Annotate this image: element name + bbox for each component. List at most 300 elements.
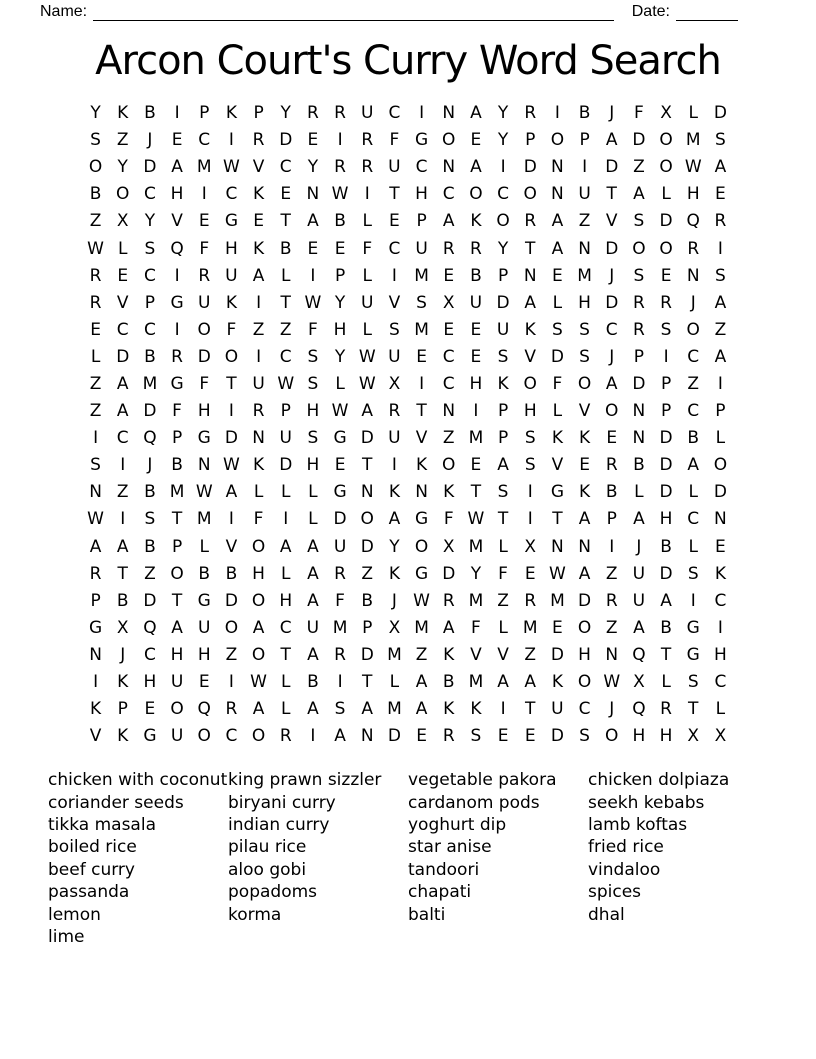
grid-letter: N	[306, 184, 320, 205]
grid-letter: D	[578, 590, 592, 611]
grid-letter: R	[252, 401, 265, 422]
word-list-item: tandoori	[408, 859, 480, 880]
grid-letter: K	[443, 644, 455, 665]
grid-letter: F	[226, 319, 237, 340]
grid-letter: A	[524, 672, 537, 693]
grid-letter: T	[525, 699, 536, 720]
grid-letter: A	[307, 563, 319, 584]
grid-letter: B	[144, 482, 156, 503]
grid-letter: J	[690, 292, 696, 313]
grid-letter: R	[334, 103, 346, 124]
grid-letter: E	[253, 211, 264, 232]
grid-letter: U	[198, 617, 211, 638]
grid-letter: R	[470, 238, 482, 259]
grid-letter: K	[415, 455, 428, 476]
grid-letter: F	[498, 563, 508, 584]
grid-letter: L	[688, 482, 698, 503]
grid-letter: M	[577, 265, 592, 286]
grid-letter: D	[550, 644, 564, 665]
grid-letter: U	[279, 428, 292, 449]
grid-letter: Q	[632, 699, 646, 720]
grid-letter: U	[361, 103, 374, 124]
grid-letter: X	[660, 103, 672, 124]
grid-letter: F	[199, 238, 210, 259]
grid-letter: B	[89, 184, 102, 205]
grid-letter: I	[554, 103, 560, 124]
grid-letter: I	[419, 373, 425, 394]
grid-letter: I	[256, 346, 262, 367]
grid-letter: D	[279, 130, 293, 151]
grid-letter: P	[144, 292, 156, 313]
grid-letter: K	[252, 455, 265, 476]
grid-letter: S	[715, 265, 726, 286]
grid-letter: Y	[334, 346, 346, 367]
grid-letter: D	[224, 590, 238, 611]
grid-letter: N	[686, 265, 700, 286]
grid-letter: K	[225, 292, 237, 313]
grid-letter: W	[684, 157, 702, 178]
word-list-item: vegetable pakora	[408, 770, 557, 791]
grid-letter: D	[360, 428, 374, 449]
grid-letter: K	[117, 672, 129, 693]
grid-letter: V	[388, 292, 401, 313]
grid-letter: W	[331, 401, 349, 422]
grid-letter: A	[252, 617, 265, 638]
grid-letter: D	[197, 346, 211, 367]
grid-letter: I	[120, 509, 126, 530]
grid-letter: H	[578, 292, 591, 313]
grid-letter: L	[281, 482, 291, 503]
grid-letter: K	[252, 184, 265, 205]
grid-letter: I	[228, 130, 234, 151]
grid-letter: C	[714, 672, 727, 693]
grid-letter: U	[225, 265, 238, 286]
grid-letter: R	[334, 563, 346, 584]
grid-letter: D	[713, 103, 727, 124]
word-list-item: balti	[408, 904, 446, 925]
grid-letter: B	[144, 536, 156, 557]
word-list-item: lemon	[48, 904, 101, 925]
grid-letter: H	[686, 184, 700, 205]
grid-letter: E	[470, 455, 482, 476]
word-list-item: pilau rice	[228, 837, 307, 858]
grid-letter: N	[415, 482, 428, 503]
grid-letter: K	[443, 482, 455, 503]
page-title: Arcon Court's Curry Word Search	[95, 38, 721, 84]
grid-letter: Z	[714, 319, 727, 340]
grid-letter: U	[198, 292, 211, 313]
grid-letter: Z	[524, 644, 537, 665]
grid-letter: Q	[686, 211, 700, 232]
grid-letter: B	[144, 346, 156, 367]
grid-letter: A	[415, 699, 428, 720]
grid-letter: M	[468, 536, 484, 557]
word-list-item: vindaloo	[588, 859, 661, 880]
grid-letter: I	[582, 157, 588, 178]
grid-letter: S	[144, 238, 156, 259]
grid-letter: I	[93, 428, 99, 449]
grid-letter: A	[116, 536, 129, 557]
grid-letter: L	[118, 238, 128, 259]
grid-letter: A	[605, 130, 618, 151]
grid-letter: Z	[116, 130, 129, 151]
grid-letter: Y	[307, 157, 319, 178]
grid-letter: O	[224, 617, 239, 638]
grid-letter: J	[636, 536, 642, 557]
grid-letter: Z	[116, 482, 129, 503]
grid-letter: S	[633, 211, 645, 232]
grid-letter: N	[252, 428, 265, 449]
grid-letter: Y	[144, 211, 156, 232]
grid-letter: T	[226, 373, 237, 394]
grid-letter: A	[116, 401, 129, 422]
grid-letter: S	[334, 699, 346, 720]
word-list-item: dhal	[588, 904, 625, 925]
grid-letter: G	[550, 482, 564, 503]
grid-letter: P	[334, 265, 346, 286]
word-list-item: lime	[48, 927, 85, 948]
grid-letter: D	[550, 346, 564, 367]
grid-letter: G	[686, 644, 700, 665]
word-list-item: yoghurt dip	[408, 815, 507, 836]
grid-letter: A	[307, 536, 319, 557]
grid-letter: T	[171, 509, 183, 530]
grid-letter: D	[632, 130, 646, 151]
grid-letter: P	[416, 211, 427, 232]
grid-letter: K	[714, 563, 726, 584]
grid-letter: O	[577, 373, 592, 394]
grid-letter: B	[578, 103, 591, 124]
grid-letter: E	[198, 672, 210, 693]
grid-letter: Z	[89, 373, 102, 394]
grid-letter: R	[442, 238, 455, 259]
grid-letter: I	[228, 401, 234, 422]
grid-letter: G	[414, 563, 429, 584]
grid-letter: T	[525, 238, 536, 259]
grid-letter: U	[496, 319, 510, 340]
grid-letter: E	[660, 265, 672, 286]
grid-letter: C	[116, 319, 129, 340]
grid-letter: E	[470, 130, 482, 151]
grid-letter: I	[527, 509, 533, 530]
grid-letter: U	[632, 590, 646, 611]
word-list-item: star anise	[408, 837, 492, 858]
grid-letter: A	[334, 726, 346, 747]
grid-letter: R	[171, 346, 183, 367]
grid-letter: D	[659, 455, 673, 476]
grid-letter: I	[337, 130, 343, 151]
grid-letter: R	[605, 455, 618, 476]
grid-letter: D	[496, 292, 510, 313]
grid-letter: D	[442, 563, 456, 584]
grid-letter: E	[144, 699, 156, 720]
word-list-item: coriander seeds	[48, 792, 184, 813]
grid-letter: N	[551, 157, 564, 178]
grid-letter: O	[414, 536, 429, 557]
grid-letter: N	[523, 265, 537, 286]
grid-letter: J	[609, 346, 615, 367]
grid-letter: H	[333, 319, 347, 340]
grid-letter: P	[171, 536, 183, 557]
grid-letter: M	[196, 509, 212, 530]
grid-letter: C	[388, 238, 401, 259]
grid-letter: U	[469, 292, 483, 313]
grid-letter: E	[443, 265, 455, 286]
grid-letter: L	[362, 319, 372, 340]
word-list-item: cardanom pods	[408, 792, 540, 813]
grid-letter: I	[609, 536, 615, 557]
grid-letter: G	[414, 130, 429, 151]
grid-letter: O	[659, 157, 673, 178]
grid-letter: X	[442, 292, 455, 313]
grid-letter: C	[497, 184, 509, 205]
grid-letter: D	[279, 455, 293, 476]
grid-letter: C	[225, 726, 238, 747]
grid-letter: M	[550, 590, 565, 611]
grid-letter: O	[577, 617, 592, 638]
grid-letter: J	[147, 130, 153, 151]
grid-letter: P	[199, 103, 210, 124]
grid-letter: I	[228, 509, 234, 530]
grid-letter: D	[659, 211, 673, 232]
word-list-item: biryani curry	[228, 792, 336, 813]
grid-letter: A	[714, 346, 727, 367]
grid-letter: R	[687, 238, 700, 259]
grid-letter: S	[633, 265, 645, 286]
grid-letter: Z	[633, 157, 645, 178]
grid-letter: H	[279, 590, 293, 611]
grid-letter: A	[307, 211, 319, 232]
grid-letter: R	[307, 103, 319, 124]
grid-letter: E	[524, 726, 536, 747]
grid-letter: F	[552, 373, 563, 394]
grid-letter: I	[174, 103, 180, 124]
grid-letter: A	[89, 536, 102, 557]
grid-letter: A	[714, 157, 727, 178]
grid-letter: G	[143, 726, 157, 747]
grid-letter: M	[468, 590, 484, 611]
grid-letter: B	[334, 211, 346, 232]
grid-letter: E	[524, 563, 536, 584]
grid-letter: O	[251, 536, 266, 557]
grid-letter: T	[660, 644, 672, 665]
grid-letter: R	[442, 726, 455, 747]
grid-letter: Z	[415, 644, 428, 665]
grid-letter: C	[279, 346, 292, 367]
grid-letter: A	[252, 699, 265, 720]
grid-letter: L	[308, 482, 318, 503]
grid-letter: D	[605, 292, 619, 313]
grid-letter: I	[174, 265, 180, 286]
grid-letter: D	[143, 590, 157, 611]
grid-letter: L	[498, 536, 508, 557]
grid-letter: O	[197, 726, 211, 747]
grid-letter: L	[552, 292, 563, 313]
name-label: Name:	[40, 3, 88, 20]
grid-letter: A	[171, 157, 183, 178]
grid-letter: U	[388, 346, 401, 367]
grid-letter: Q	[632, 644, 646, 665]
grid-letter: K	[524, 319, 536, 340]
grid-letter: W	[467, 509, 485, 530]
word-list-item: boiled rice	[48, 837, 137, 858]
grid-letter: T	[389, 184, 400, 205]
grid-letter: H	[197, 401, 211, 422]
grid-letter: I	[391, 265, 397, 286]
grid-letter: O	[88, 157, 103, 178]
grid-letter: O	[659, 130, 673, 151]
grid-letter: D	[360, 644, 374, 665]
grid-letter: S	[715, 130, 726, 151]
grid-letter: V	[415, 428, 428, 449]
grid-letter: M	[387, 699, 402, 720]
grid-letter: A	[551, 211, 564, 232]
grid-letter: K	[470, 211, 482, 232]
grid-letter: F	[389, 130, 400, 151]
grid-letter: I	[93, 672, 99, 693]
grid-letter: D	[550, 726, 564, 747]
grid-letter: P	[253, 103, 264, 124]
grid-letter: K	[388, 482, 400, 503]
grid-letter: W	[250, 672, 267, 693]
grid-letter: K	[117, 103, 129, 124]
grid-letter: Y	[470, 563, 482, 584]
grid-letter: L	[253, 482, 264, 503]
grid-letter: Z	[225, 644, 238, 665]
grid-letter: C	[143, 184, 156, 205]
grid-letter: R	[524, 590, 537, 611]
grid-letter: U	[170, 726, 184, 747]
grid-letter: X	[633, 672, 645, 693]
grid-letter: D	[143, 401, 157, 422]
grid-letter: R	[524, 211, 537, 232]
grid-letter: H	[143, 672, 157, 693]
grid-letter: N	[442, 401, 456, 422]
grid-letter: S	[524, 428, 536, 449]
grid-letter: A	[279, 536, 292, 557]
grid-letter: F	[362, 238, 373, 259]
grid-letter: A	[714, 292, 727, 313]
grid-letter: W	[277, 373, 295, 394]
grid-letter: S	[579, 319, 590, 340]
grid-letter: A	[171, 617, 183, 638]
grid-letter: T	[552, 509, 563, 530]
grid-letter: Z	[361, 563, 374, 584]
grid-letter: B	[144, 103, 156, 124]
word-list-item: chicken dolpiaza	[588, 770, 730, 791]
grid-letter: Y	[497, 238, 509, 259]
grid-letter: P	[280, 401, 291, 422]
grid-letter: I	[473, 401, 479, 422]
date-label: Date:	[631, 3, 670, 20]
grid-letter: X	[388, 373, 401, 394]
grid-letter: C	[442, 346, 455, 367]
grid-letter: O	[251, 644, 266, 665]
grid-letter: O	[686, 319, 700, 340]
grid-letter: K	[470, 699, 482, 720]
grid-letter: L	[308, 509, 318, 530]
grid-letter: J	[609, 265, 615, 286]
grid-letter: V	[252, 157, 265, 178]
grid-letter: N	[578, 536, 591, 557]
grid-letter: U	[415, 238, 428, 259]
word-list-column	[588, 769, 768, 948]
grid-letter: T	[171, 590, 183, 611]
grid-letter: I	[391, 455, 397, 476]
word-list	[48, 769, 816, 948]
grid-letter: X	[524, 536, 537, 557]
grid-letter: I	[174, 319, 180, 340]
grid-letter: E	[334, 455, 346, 476]
grid-letter: A	[361, 401, 374, 422]
grid-letter: Z	[605, 617, 618, 638]
grid-letter: I	[717, 238, 723, 259]
grid-letter: H	[170, 184, 184, 205]
grid-letter: F	[335, 590, 345, 611]
grid-letter: O	[605, 401, 619, 422]
grid-letter: C	[279, 157, 292, 178]
grid-letter: B	[361, 590, 374, 611]
word-list-item: korma	[228, 904, 282, 925]
grid-letter: N	[578, 238, 591, 259]
grid-letter: O	[523, 184, 537, 205]
grid-letter: C	[143, 319, 156, 340]
grid-letter: S	[552, 319, 563, 340]
grid-letter: X	[714, 726, 727, 747]
grid-letter: G	[333, 428, 347, 449]
grid-letter: A	[470, 103, 482, 124]
grid-letter: G	[333, 482, 347, 503]
grid-letter: C	[687, 509, 700, 530]
grid-letter: O	[170, 563, 184, 584]
grid-letter: Z	[89, 211, 102, 232]
grid-letter: B	[442, 672, 455, 693]
grid-letter: G	[686, 617, 700, 638]
grid-letter: I	[500, 699, 506, 720]
grid-letter: N	[605, 644, 619, 665]
grid-letter: S	[307, 346, 319, 367]
grid-letter: Z	[279, 319, 292, 340]
grid-letter: R	[89, 563, 102, 584]
grid-letter: V	[578, 401, 591, 422]
grid-letter: W	[195, 482, 213, 503]
grid-letter: A	[116, 373, 129, 394]
grid-letter: V	[551, 455, 564, 476]
grid-letter: U	[361, 292, 374, 313]
grid-letter: A	[415, 672, 428, 693]
grid-letter: N	[714, 509, 727, 530]
grid-letter: H	[578, 644, 591, 665]
grid-letter: J	[609, 103, 615, 124]
grid-letter: M	[142, 373, 158, 394]
grid-letter: N	[551, 536, 564, 557]
grid-letter: L	[715, 428, 726, 449]
grid-letter: U	[578, 184, 591, 205]
grid-letter: Z	[497, 590, 509, 611]
grid-letter: I	[310, 265, 316, 286]
grid-letter: R	[660, 292, 672, 313]
grid-letter: L	[362, 265, 372, 286]
grid-letter: E	[552, 617, 563, 638]
grid-letter: P	[633, 346, 645, 367]
grid-letter: A	[633, 617, 645, 638]
word-list-item: king prawn sizzler	[228, 770, 382, 791]
grid-letter: Q	[143, 617, 157, 638]
grid-letter: S	[687, 563, 699, 584]
grid-letter: E	[198, 211, 210, 232]
grid-letter: C	[143, 644, 156, 665]
grid-letter: O	[197, 319, 211, 340]
